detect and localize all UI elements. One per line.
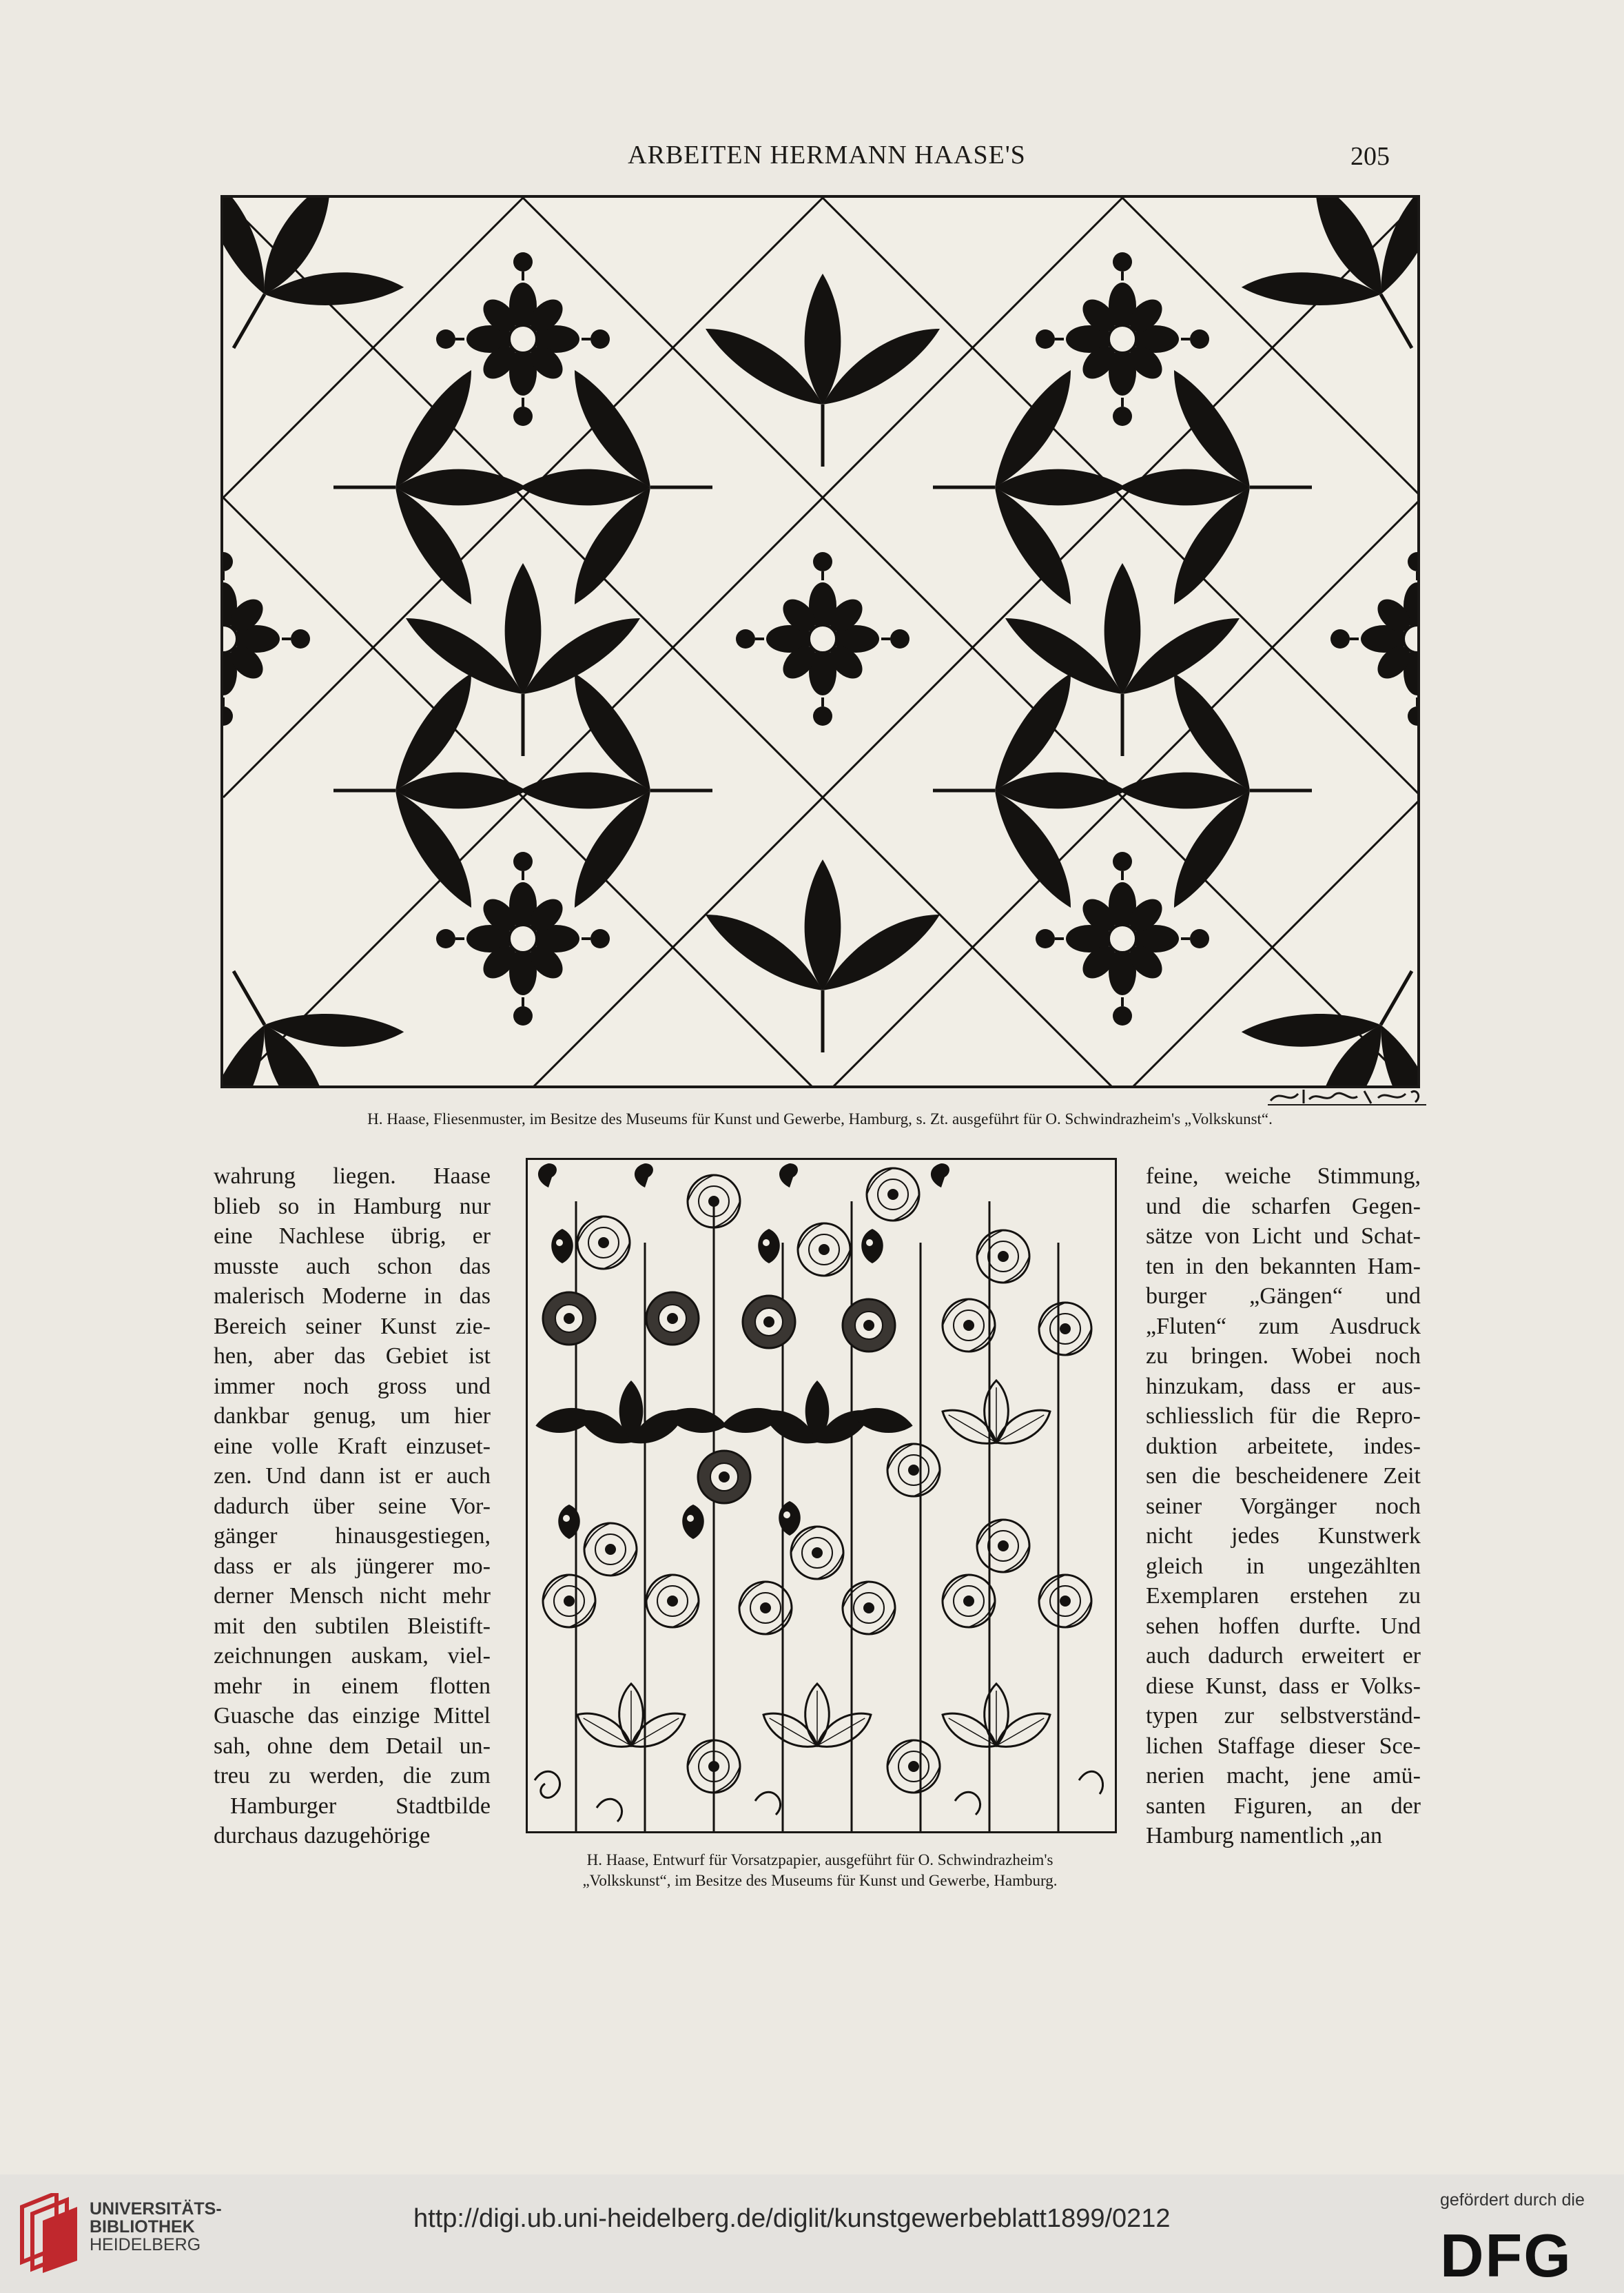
text-column-right — [1146, 1161, 1421, 1851]
funded-by-label: gefördert durch die — [1440, 2190, 1585, 2210]
text-line: zu bringen. Wobei noch — [1146, 1343, 1421, 1369]
text-line: nerien macht, jene amü- — [1146, 1763, 1421, 1788]
text-line: burger „Gängen“ und — [1146, 1283, 1421, 1309]
text-line: hinzukam, dass er aus- — [1146, 1373, 1421, 1399]
page-number: 205 — [1350, 142, 1390, 171]
text-line: dankbar genug, um hier — [214, 1403, 491, 1429]
figure2-caption — [510, 1850, 1130, 1891]
university-library-name — [90, 2200, 222, 2254]
text-line: sehen hoffen durfte. Und — [1146, 1613, 1421, 1639]
figure2-caption-line2: „Volkskunst“, im Besitze des Museums für Kunst und Gewerbe, Hamburg. — [582, 1872, 1058, 1889]
library-line1: UNIVERSITÄTS- — [90, 2199, 222, 2219]
text-line: Exemplaren erstehen zu — [1146, 1583, 1421, 1609]
text-line: „Fluten“ zum Ausdruck — [1146, 1313, 1421, 1339]
running-title: ARBEITEN HERMANN HAASE'S — [628, 141, 1026, 170]
text-line: mit den subtilen Bleistift- — [214, 1613, 491, 1639]
text-line: mehr in einem flotten — [214, 1673, 491, 1699]
text-line: gänger hinausgestiegen, — [214, 1523, 491, 1549]
text-line: zen. Und dann ist er auch — [214, 1463, 491, 1489]
text-line: seiner Vorgänger noch — [1146, 1493, 1421, 1519]
library-line3: HEIDELBERG — [90, 2235, 201, 2254]
figure2-caption-line1: H. Haase, Entwurf für Vorsatzpapier, ausgeführt für O. Schwindrazheim's — [586, 1851, 1053, 1868]
text-line: diese Kunst, dass er Volks- — [1146, 1673, 1421, 1699]
text-line: nicht jedes Kunstwerk — [1146, 1523, 1421, 1549]
text-line: eine Nachlese übrig, er — [214, 1223, 491, 1249]
text-line: treu zu werden, die zum — [214, 1763, 491, 1788]
text-line: schliesslich für die Repro- — [1146, 1403, 1421, 1429]
text-line: musste auch schon das — [214, 1253, 491, 1279]
artist-signature — [1268, 1084, 1426, 1108]
figure1-caption: H. Haase, Fliesenmuster, im Besitze des Museums für Kunst und Gewerbe, Hamburg, s. Zt. ausgeführt für O. Schwindrazheim's „Volkskunst“. — [367, 1110, 1273, 1128]
text-line: zeichnungen auskam, viel- — [214, 1643, 491, 1669]
library-line2: BIBLIOTHEK — [90, 2217, 195, 2236]
text-line: ten in den bekannten Ham- — [1146, 1253, 1421, 1279]
text-line: wahrung liegen. Haase — [214, 1163, 491, 1189]
text-line: durchaus dazugehörige — [214, 1823, 431, 1848]
text-line: sen die bescheidenere Zeit — [1146, 1463, 1421, 1489]
viewer-footer — [0, 2174, 1624, 2293]
text-line: gleich in ungezählten — [1146, 1553, 1421, 1579]
text-line: sah, ohne dem Detail un- — [214, 1733, 491, 1759]
text-line: immer noch gross und — [214, 1373, 491, 1399]
text-line: Guasche das einzige Mittel — [214, 1703, 491, 1729]
tile-pattern-figure — [220, 195, 1420, 1088]
text-line: sätze von Licht und Schat- — [1146, 1223, 1421, 1249]
permalink-url[interactable]: http://digi.ub.uni-heidelberg.de/diglit/kunstgewerbeblatt1899/0212 — [413, 2204, 1171, 2233]
text-column-left — [214, 1161, 491, 1851]
text-line: duktion arbeitete, indes- — [1146, 1433, 1421, 1459]
text-line: feine, weiche Stimmung, — [1146, 1163, 1421, 1189]
tile-pattern-artwork — [223, 198, 1417, 1086]
text-line: Hamburger Stadtbilde — [230, 1793, 491, 1819]
text-line: blieb so in Hamburg nur — [214, 1193, 491, 1219]
text-line: dass er als jüngerer mo- — [214, 1553, 491, 1579]
text-line: auch dadurch erweitert er — [1146, 1643, 1421, 1669]
text-line: malerisch Moderne in das — [214, 1283, 491, 1309]
text-line: lichen Staffage dieser Sce- — [1146, 1733, 1421, 1759]
text-line: Bereich seiner Kunst zie- — [214, 1313, 491, 1339]
endpaper-figure — [526, 1158, 1117, 1833]
text-line: typen zur selbstverständ- — [1146, 1703, 1421, 1729]
text-line: eine volle Kraft einzuset- — [214, 1433, 491, 1459]
text-line: santen Figuren, an der — [1146, 1793, 1421, 1819]
endpaper-design-artwork — [528, 1160, 1115, 1831]
text-line: dadurch über seine Vor- — [214, 1493, 491, 1519]
text-line: Hamburg namentlich „an — [1146, 1823, 1383, 1848]
dfg-logo: DFG — [1440, 2221, 1572, 2290]
text-line: hen, aber das Gebiet ist — [214, 1343, 491, 1369]
text-line: und die scharfen Gegen- — [1146, 1193, 1421, 1219]
university-library-logo-icon — [15, 2193, 81, 2274]
text-line: derner Mensch nicht mehr — [214, 1583, 491, 1609]
